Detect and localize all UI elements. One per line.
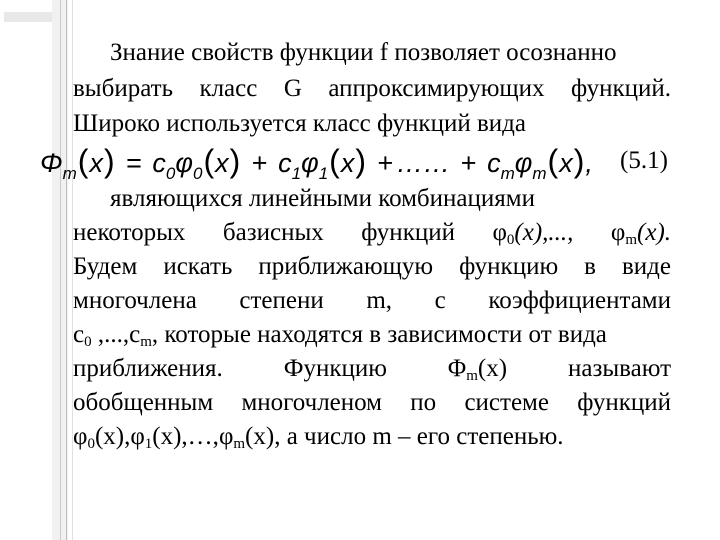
paragraph-line-11: обобщенным многочленом по системе функций [73, 389, 671, 416]
decorative-frame-line [66, 0, 67, 540]
paragraph-line-7: Будем искать приближающую функцию в виде [73, 253, 671, 280]
paragraph-line-8: многочлена степени m, с коэффициентами [73, 287, 671, 314]
decorative-frame-line [60, 0, 61, 540]
paragraph-line-1: Знание свойств функции f позволяет осознанно [110, 39, 617, 66]
formula-5-1: $\Phi_m(x) = c_0\varphi_0(x) + c_1\varphi_1(x)$ + …… + $c_m\varphi_m(x)$, (5.1) [40, 140, 680, 182]
paragraph-line-6: некоторых базисных функций $\varphi_0(x)$,..., $\varphi_m(x)$. [73, 219, 672, 248]
paragraph-line-9: $c_0$ $,...,c_m$, которые находятся в зависимости от вида [73, 321, 607, 350]
paragraph-line-10: приближения. Функцию $\Phi_m(x)$ называют [73, 355, 671, 384]
formula-lhs: Φ [40, 148, 63, 178]
formula-number: (5.1) [620, 147, 668, 174]
paragraph-line-3: Широко используется класс функций вида [73, 110, 526, 137]
paragraph-line-2: выбирать класс G аппроксимирующих функций. [73, 75, 671, 102]
paragraph-line-5: являющихся линейными комбинациями [110, 185, 535, 212]
paragraph-line-12: $\varphi_0(x),\varphi_1(x),\dots,\varphi_m(x)$, а число m – его степенью. [73, 423, 564, 452]
